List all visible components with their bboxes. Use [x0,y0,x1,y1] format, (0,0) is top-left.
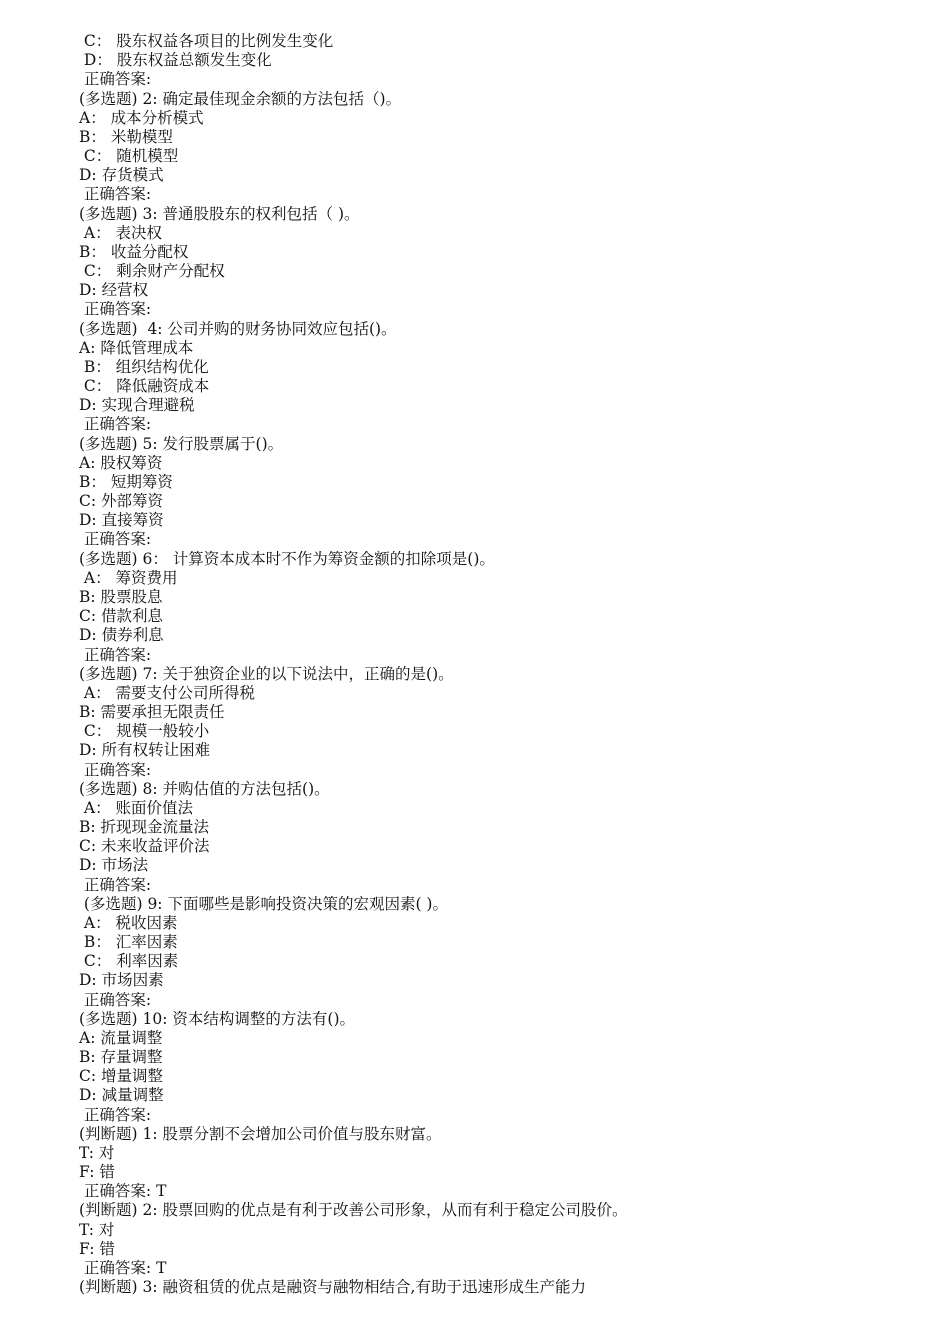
text-line: A： 税收因素 [79,913,178,932]
text-line: 正确答案: [79,645,152,664]
text-line: D: 市场法 [79,856,149,875]
text-line: A: 降低管理成本 [79,338,194,357]
text-line: (多选题) 8: 并购估值的方法包括()。 [79,779,330,798]
text-line: D: 经营权 [79,281,149,300]
text-line: D: 存货模式 [79,166,164,185]
text-line: B: 存量调整 [79,1048,163,1067]
text-line: F: 错 [79,1239,115,1258]
text-line: 正确答案: [79,530,152,549]
text-line: T: 对 [79,1220,115,1239]
text-line: (多选题) 4: 公司并购的财务协同效应包括()。 [79,319,397,338]
document-text [79,32,939,1297]
text-line: (多选题) 10: 资本结构调整的方法有()。 [79,1009,355,1028]
text-line: B： 米勒模型 [79,127,173,146]
text-line: B： 组织结构优化 [79,357,209,376]
text-line: C： 利率因素 [79,952,179,971]
text-line: D: 所有权转让困难 [79,741,211,760]
text-line: (判断题) 2: 股票回购的优点是有利于改善公司形象，从而有利于稳定公司股价。 [79,1201,628,1220]
text-line: A： 需要支付公司所得税 [79,683,256,702]
text-line: D: 实现合理避税 [79,396,195,415]
text-line: C: 外部筹资 [79,492,164,511]
text-line: T: 对 [79,1143,115,1162]
text-line: A： 账面价值法 [79,798,194,817]
text-line: C： 规模一般较小 [79,722,210,741]
text-line: C: 增量调整 [79,1067,164,1086]
text-line: B： 汇率因素 [79,933,178,952]
text-line: D: 市场因素 [79,971,164,990]
text-line: C： 随机模型 [79,147,179,166]
text-line: (多选题) 3: 普通股股东的权利包括（ )。 [79,204,360,223]
text-line: 正确答案: [79,415,152,434]
text-line: D: 减量调整 [79,1086,164,1105]
text-line: (判断题) 1: 股票分割不会增加公司价值与股东财富。 [79,1124,442,1143]
text-line: C： 股东权益各项目的比例发生变化 [79,32,334,50]
text-line: (判断题) 3: 融资租赁的优点是融资与融物相结合,有助于迅速形成生产能力 [79,1278,586,1297]
text-line: A： 成本分析模式 [79,108,204,127]
text-line: 正确答案: [79,990,152,1009]
text-line: (多选题) 7: 关于独资企业的以下说法中，正确的是()。 [79,664,454,683]
text-line: C: 未来收益评价法 [79,837,210,856]
text-line: B: 股票股息 [79,587,163,606]
text-line: A: 股权筹资 [79,453,163,472]
text-line: D: 债券利息 [79,626,164,645]
text-line: 正确答案: [79,1105,152,1124]
text-line: D: 直接筹资 [79,511,164,530]
text-line: D： 股东权益总额发生变化 [79,51,272,70]
text-line: F: 错 [79,1163,115,1182]
text-line: A： 筹资费用 [79,568,178,587]
text-line: 正确答案: [79,300,152,319]
text-line: 正确答案: [79,70,152,89]
text-line: B: 需要承担无限责任 [79,703,225,722]
text-line: B： 短期筹资 [79,472,173,491]
text-line: 正确答案: [79,875,152,894]
text-line: C： 剩余财产分配权 [79,262,225,281]
text-line: C: 借款利息 [79,607,164,626]
text-line: 正确答案: [79,185,152,204]
text-line: B： 收益分配权 [79,242,189,261]
text-line: 正确答案: [79,760,152,779]
text-line: (多选题) 2: 确定最佳现金余额的方法包括（)。 [79,89,402,108]
text-line: (多选题) 9: 下面哪些是影响投资决策的宏观因素( )。 [79,894,448,913]
text-line: A: 流量调整 [79,1028,163,1047]
text-line: 正确答案: T [79,1182,167,1201]
text-line: 正确答案: T [79,1259,167,1277]
text-line: B: 折现现金流量法 [79,818,210,837]
text-line: (多选题) 6： 计算资本成本时不作为筹资金额的扣除项是()。 [79,549,495,568]
text-line: (多选题) 5: 发行股票属于()。 [79,434,284,453]
text-line: A： 表决权 [79,223,163,242]
text-line: C： 降低融资成本 [79,377,210,396]
